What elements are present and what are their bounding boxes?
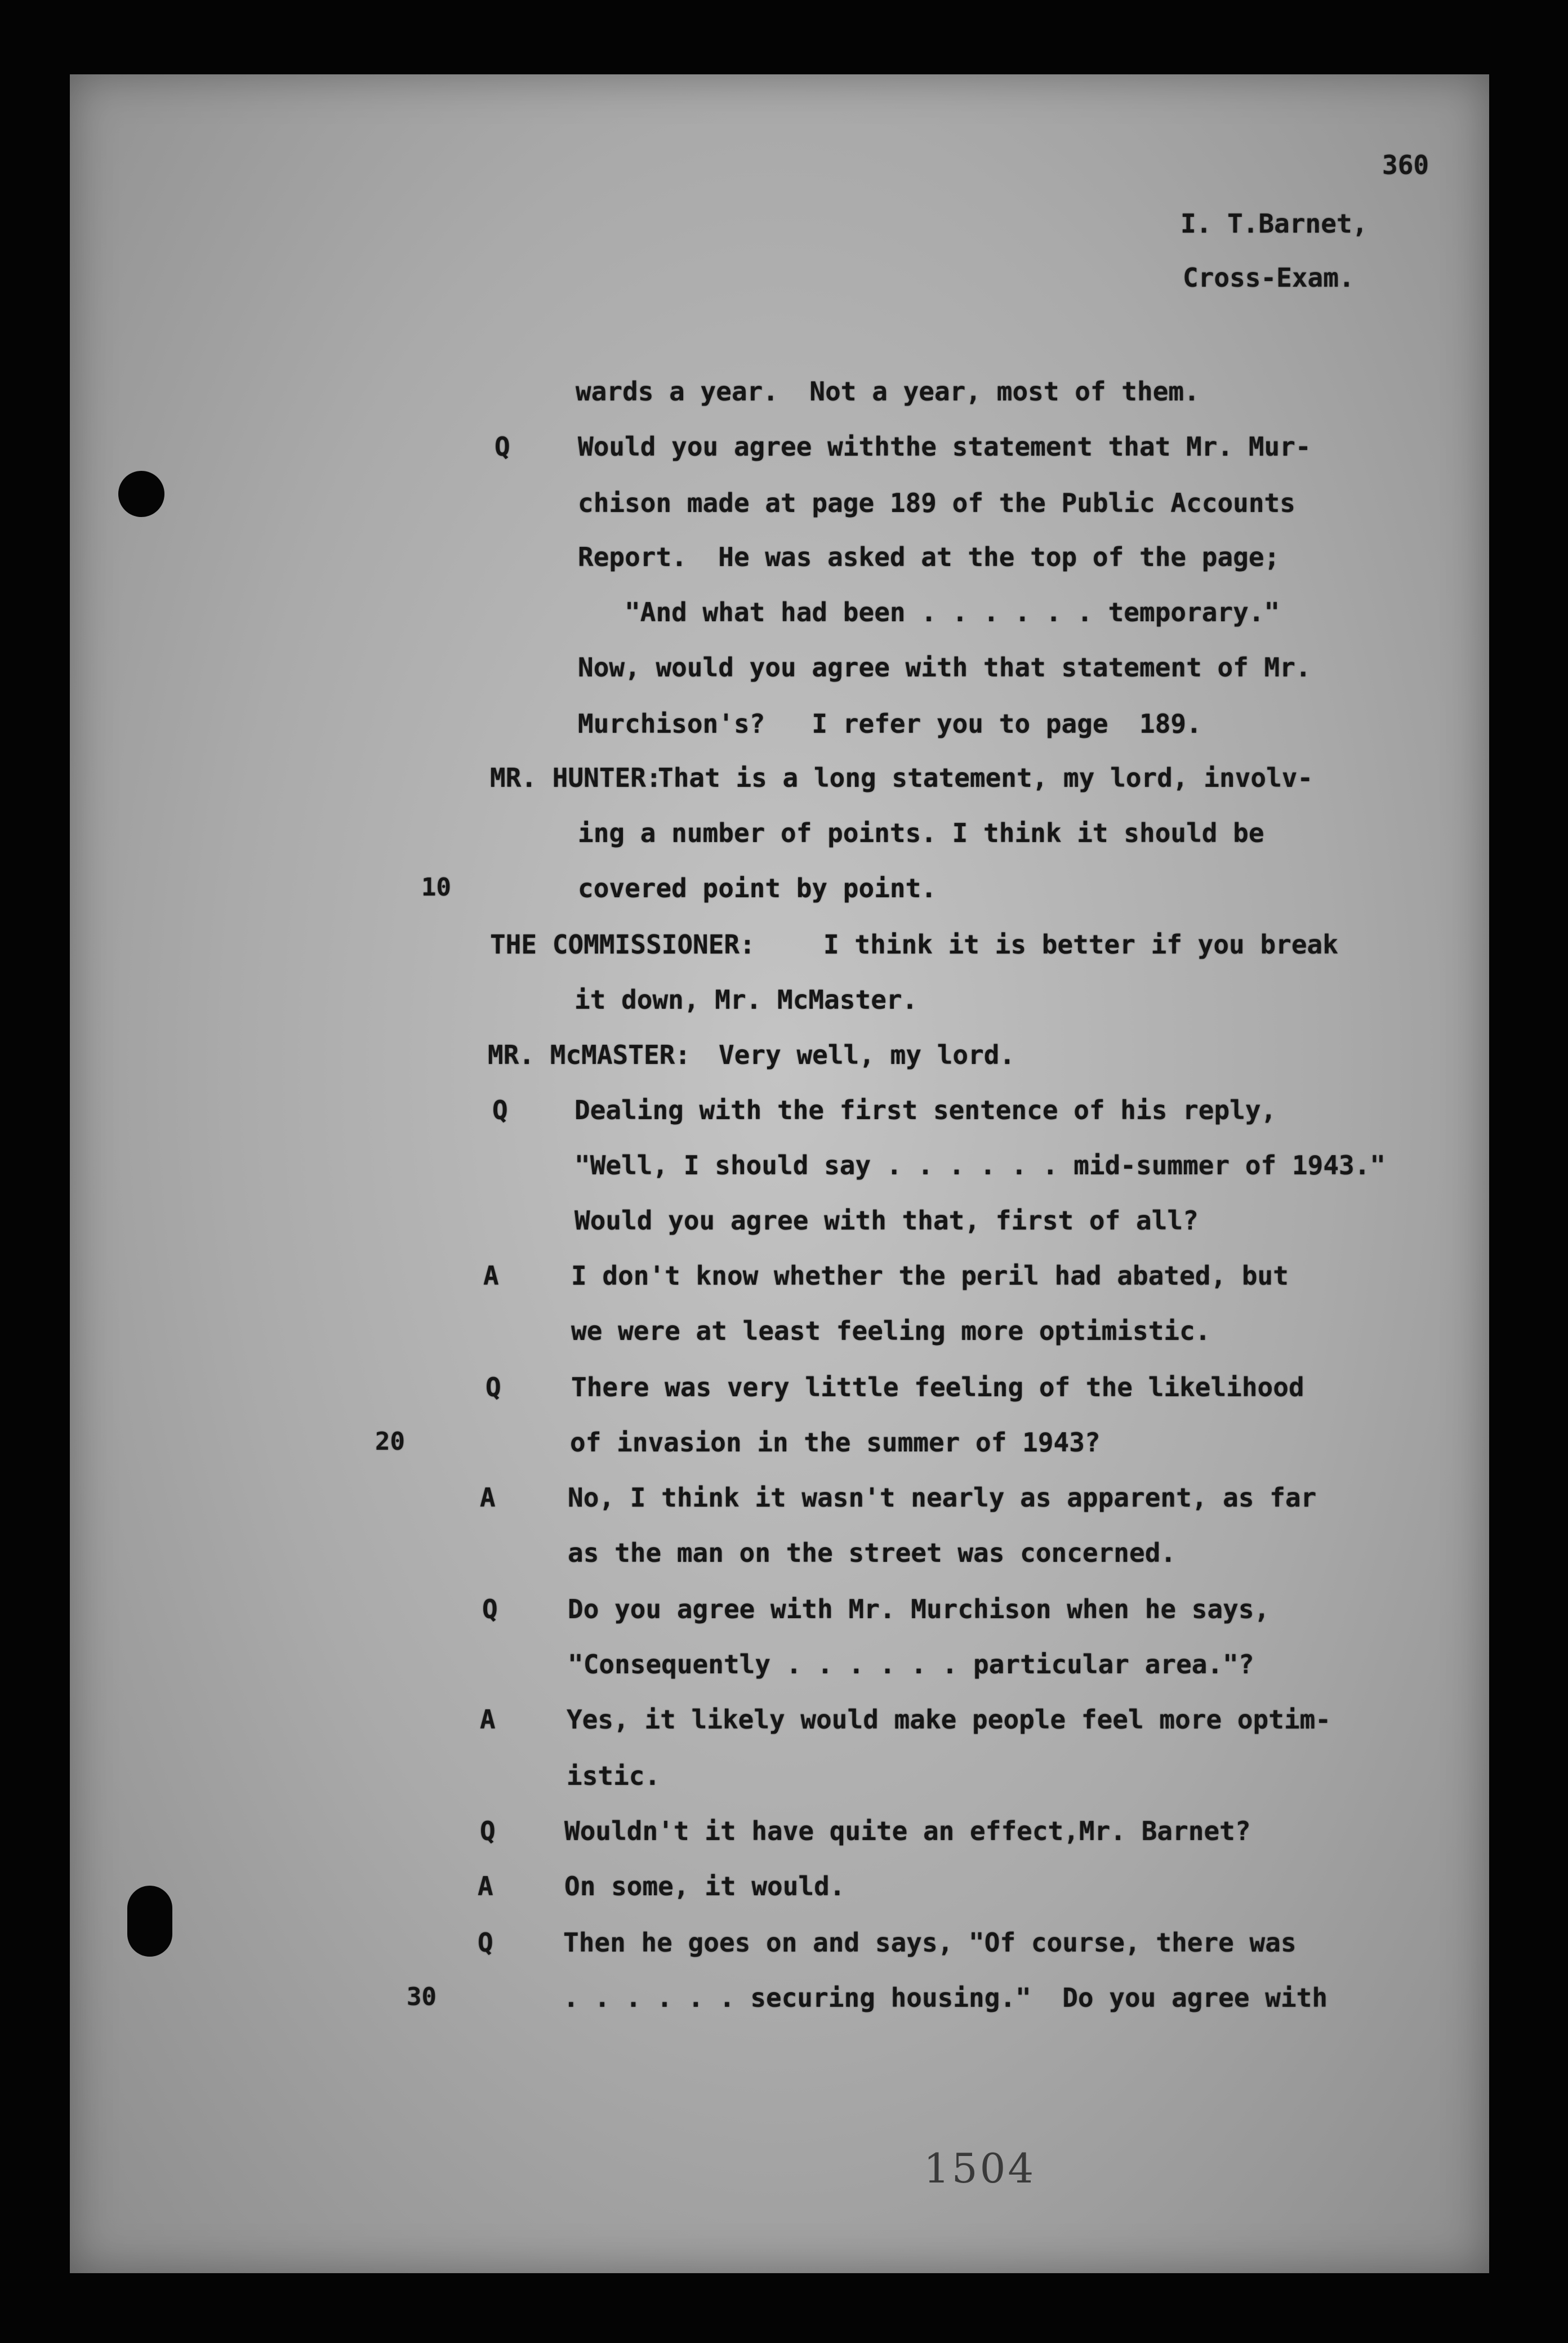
transcript-line: I think it is better if you break	[823, 929, 1338, 960]
transcript-line: "Consequently . . . . . . particular area."?	[568, 1649, 1254, 1680]
transcript-line: wards a year. Not a year, most of them.	[576, 376, 1200, 407]
transcript-line: it down, Mr. McMaster.	[574, 985, 918, 1015]
transcript-line: Now, would you agree with that statement of Mr.	[578, 652, 1311, 683]
transcript-line: Then he goes on and says, "Of course, there was	[563, 1927, 1297, 1958]
transcript-line: "Well, I should say . . . . . . mid-summer of 1943."	[574, 1150, 1386, 1181]
transcript-line: Report. He was asked at the top of the page;	[578, 542, 1280, 572]
speaker-label: Q	[480, 1816, 496, 1846]
transcript-line: as the man on the street was concerned.	[568, 1538, 1177, 1568]
page-number: 360	[1382, 150, 1429, 180]
speaker-label: A	[480, 1482, 496, 1513]
transcript-line: covered point by point.	[578, 873, 937, 903]
examination-type: Cross-Exam.	[1183, 262, 1355, 293]
transcript-line: No, I think it wasn't nearly as apparent, as far	[568, 1482, 1317, 1513]
speaker-label: Q	[495, 431, 510, 462]
transcript-line: Do you agree with Mr. Murchison when he says,	[568, 1594, 1270, 1624]
transcript-line: of invasion in the summer of 1943?	[570, 1427, 1101, 1458]
transcript-line: On some, it would.	[564, 1871, 845, 1901]
transcript-line: Would you agree withthe statement that Mr. Mur-	[578, 431, 1311, 462]
transcript-line: Dealing with the first sentence of his reply,	[574, 1095, 1277, 1125]
transcript-line: chison made at page 189 of the Public Accounts	[578, 488, 1295, 518]
transcript-line: There was very little feeling of the likelihood	[571, 1372, 1304, 1402]
speaker-label: Q	[492, 1095, 508, 1125]
punch-hole-bottom	[127, 1886, 172, 1957]
speaker-label: THE COMMISSIONER:	[490, 929, 755, 960]
speaker-label: A	[478, 1871, 493, 1901]
stamped-folio-number: 1504	[924, 2145, 1036, 2192]
transcript-line: ing a number of points. I think it should be	[578, 818, 1264, 848]
speaker-label: Q	[482, 1594, 498, 1624]
transcript-line: . . . . . . securing housing." Do you agree with	[563, 1983, 1328, 2013]
punch-hole-top	[118, 471, 164, 517]
transcript-line: Yes, it likely would make people feel more optim-	[567, 1704, 1331, 1735]
speaker-label: Q	[478, 1927, 493, 1958]
transcript-line: Wouldn't it have quite an effect,Mr. Barnet?	[564, 1816, 1251, 1846]
transcript-line: Would you agree with that, first of all?	[574, 1205, 1199, 1236]
margin-line-number: 20	[375, 1427, 405, 1456]
margin-line-number: 30	[407, 1983, 436, 2011]
transcript-line: istic.	[567, 1761, 661, 1791]
speaker-label: A	[483, 1260, 499, 1291]
speaker-label: MR. HUNTER:	[490, 763, 662, 793]
transcript-line: Murchison's? I refer you to page 189.	[578, 709, 1202, 739]
speaker-label: MR. McMASTER:	[488, 1040, 691, 1070]
speaker-label: Q	[485, 1372, 501, 1402]
speaker-label: A	[480, 1704, 496, 1735]
transcript-line: I don't know whether the peril had abated, but	[571, 1260, 1289, 1291]
transcript-line: Very well, my lord.	[719, 1040, 1015, 1070]
transcript-line: we were at least feeling more optimistic.	[571, 1316, 1211, 1346]
margin-line-number: 10	[421, 873, 451, 902]
transcript-line: "And what had been . . . . . . temporary."	[578, 597, 1280, 627]
witness-name: I. T.Barnet,	[1181, 208, 1368, 239]
transcript-line: That is a long statement, my lord, involv-	[658, 763, 1313, 793]
